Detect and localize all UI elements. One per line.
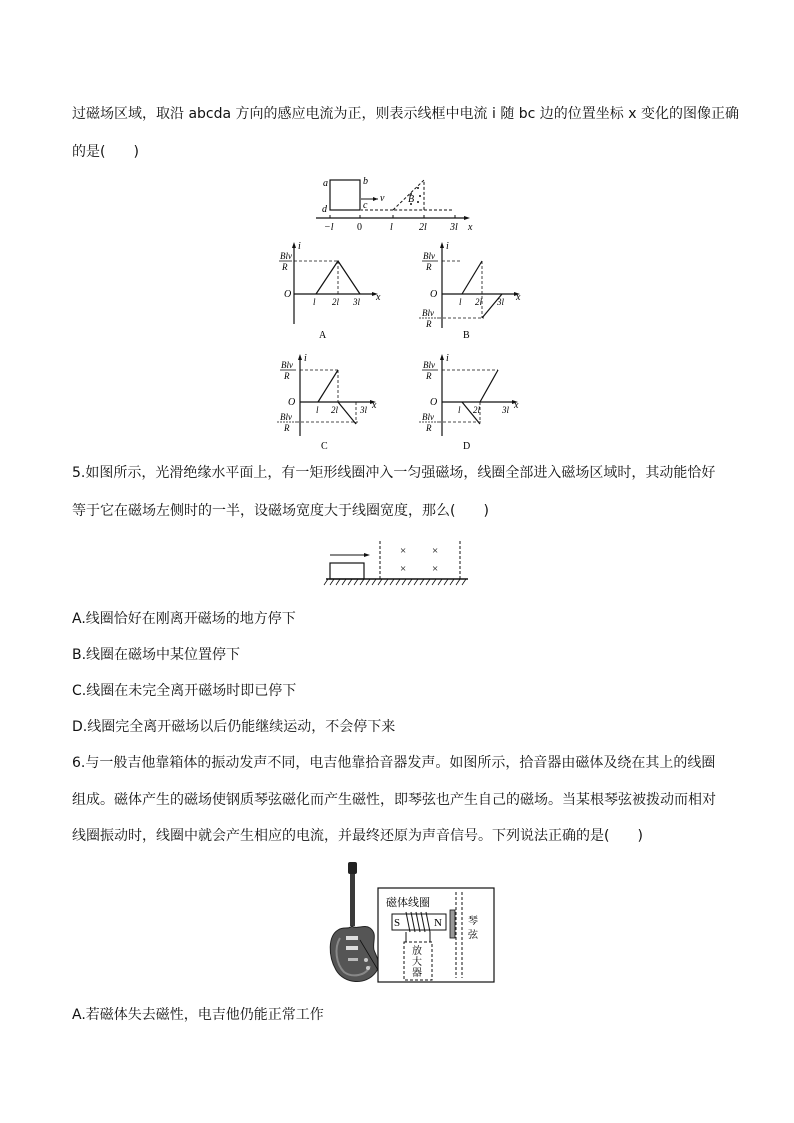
q5-coil-field-figure <box>322 535 472 595</box>
tick-2l: 2l <box>475 297 483 307</box>
q5-option-d: D.线圈完全离开磁场以后仍能继续运动，不会停下来 <box>72 719 396 735</box>
pos-denominator: R <box>426 262 432 272</box>
tick-neg-l: −l <box>324 222 334 233</box>
q6-guitar-pickup-figure <box>326 860 496 990</box>
q5-text-line-1: 5.如图所示，光滑绝缘水平面上，有一矩形线圈冲入一匀强磁场，线圈全部进入磁场区域时，其动能恰好 <box>72 465 716 481</box>
i-label: i <box>298 241 301 252</box>
amp-label-3: 器 <box>412 968 422 979</box>
q6-option-a: A.若磁体失去磁性，电吉他仍能正常工作 <box>72 1007 324 1023</box>
x-label: x <box>514 400 519 411</box>
rect-coil <box>330 563 364 579</box>
field-mark: × <box>400 545 407 557</box>
tick-l: l <box>316 405 319 415</box>
i-label: i <box>304 353 307 364</box>
tick-3l: 3l <box>497 297 505 307</box>
i-label: i <box>446 241 449 252</box>
tick-2l: 2l <box>332 297 340 307</box>
tick-3l: 3l <box>360 405 368 415</box>
origin-label: O <box>288 397 296 408</box>
origin-label: O <box>430 289 438 300</box>
neg-denominator: R <box>426 423 432 433</box>
neg-denominator: R <box>284 423 290 433</box>
field-mark: × <box>400 563 407 575</box>
q6-text-line-2: 组成。磁体产生的磁场使钢质琴弦磁化而产生磁性，即琴弦也产生自己的磁场。当某根琴弦被拨动而相对 <box>72 792 716 808</box>
option-c-graph <box>276 352 386 452</box>
current-curve-neg <box>338 402 356 424</box>
i-label: i <box>446 353 449 364</box>
wire-frame <box>330 180 360 210</box>
string-label-2: 弦 <box>468 930 478 941</box>
tick-l: l <box>458 405 461 415</box>
option-letter: A <box>319 330 327 340</box>
pos-numerator: Blv <box>423 251 435 261</box>
q4-text-line-2: 的是( ) <box>72 144 139 160</box>
tick-0: 0 <box>357 222 362 233</box>
option-a-graph <box>276 240 386 340</box>
pos-denominator: R <box>284 371 290 381</box>
q6-text-line-3: 线圈振动时，线圈中就会产生相应的电流，并最终还原为声音信号。下列说法正确的是( ) <box>72 828 643 844</box>
neg-numerator: Blv <box>422 412 434 422</box>
field-mark: × <box>432 545 439 557</box>
label-B: B <box>408 194 415 205</box>
tick-2l: 2l <box>331 405 339 415</box>
tick-3l: 3l <box>450 222 458 233</box>
current-curve-pos <box>480 370 498 402</box>
label-c: c <box>363 200 368 211</box>
option-b-graph <box>418 240 528 340</box>
pos-numerator: Blv <box>280 251 292 261</box>
label-b: b <box>363 176 368 187</box>
pos-numerator: Blv <box>423 360 435 370</box>
field-mark: × <box>432 563 439 575</box>
tick-l: l <box>390 222 393 233</box>
q4-frame-figure <box>314 172 494 234</box>
option-d-graph <box>418 352 528 452</box>
origin-label: O <box>284 289 292 300</box>
ground-hatching <box>324 579 466 585</box>
pos-numerator: Blv <box>281 360 293 370</box>
magnet-coil-label: 磁体线圈 <box>386 897 430 909</box>
tick-l: l <box>459 297 462 307</box>
tick-2l: 2l <box>419 222 427 233</box>
neg-denominator: R <box>426 319 432 329</box>
label-x: x <box>468 222 473 233</box>
q5-option-a: A.线圈恰好在刚离开磁场的地方停下 <box>72 611 296 627</box>
option-letter: C <box>321 441 328 452</box>
tick-l: l <box>313 297 316 307</box>
q5-text-line-2: 等于它在磁场左侧时的一半，设磁场宽度大于线圈宽度，那么( ) <box>72 503 489 519</box>
label-a: a <box>323 178 328 189</box>
current-curve-pos <box>462 261 482 294</box>
pos-denominator: R <box>426 371 432 381</box>
q4-text-line-1: 过磁场区域，取沿 abcda 方向的感应电流为正，则表示线框中电流 i 随 bc 边的位置坐标 x 变化的图像正确 <box>72 106 739 122</box>
option-letter: D <box>463 441 471 452</box>
amp-label-2: 大 <box>412 957 422 968</box>
label-v: v <box>380 193 385 204</box>
origin-label: O <box>430 397 438 408</box>
amp-label-1: 放 <box>412 946 422 957</box>
n-pole: N <box>434 917 442 929</box>
x-label: x <box>516 292 521 303</box>
guitar-string <box>450 910 455 938</box>
string-label-1: 琴 <box>468 916 478 927</box>
tick-2l: 2l <box>473 405 481 415</box>
s-pole: S <box>394 917 401 929</box>
electric-guitar-image <box>330 862 378 982</box>
current-curve-pos <box>318 370 338 402</box>
label-d: d <box>322 204 327 215</box>
x-label: x <box>376 292 381 303</box>
tick-3l: 3l <box>353 297 361 307</box>
tick-3l: 3l <box>502 405 510 415</box>
q5-option-c: C.线圈在未完全离开磁场时即已停下 <box>72 683 297 699</box>
pos-denominator: R <box>282 262 288 272</box>
neg-numerator: Blv <box>422 308 434 318</box>
q6-text-line-1: 6.与一般吉他靠箱体的振动发声不同，电吉他靠拾音器发声。如图所示，拾音器由磁体及绕在其上的线圈 <box>72 755 716 771</box>
x-label: x <box>372 400 377 411</box>
neg-numerator: Blv <box>280 412 292 422</box>
option-letter: B <box>463 330 470 340</box>
q5-option-b: B.线圈在磁场中某位置停下 <box>72 647 241 663</box>
